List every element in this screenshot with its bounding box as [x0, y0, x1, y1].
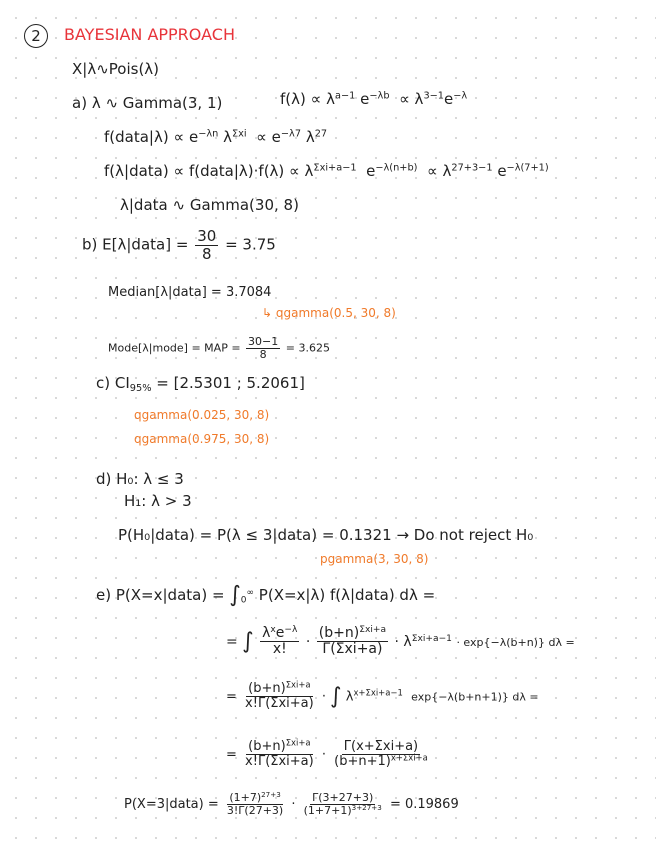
likelihood-lambda2: λ [305, 128, 315, 146]
line4-num1-sup: Σxi+a [285, 737, 311, 748]
likelihood-prop-exp: −λ7 [280, 128, 302, 140]
final-den2-text: (1+7+1) [303, 804, 352, 818]
line3-num [246, 679, 312, 697]
line3-num-text: (b+n) [248, 681, 286, 696]
line4-fraction2 [332, 740, 430, 770]
line3-lambda-sup: x+Σxi+a−1 [353, 687, 403, 698]
mean-fraction [195, 228, 218, 262]
part-b-label: b) [82, 235, 98, 254]
section-number: 2 [24, 24, 48, 48]
model-statement: X|λ∿Pois(λ) [72, 60, 160, 78]
likelihood-lambda2-exp: 27 [314, 128, 328, 140]
line2-tail: · λ [394, 633, 412, 650]
posterior-lhs: f(λ|data) ∝ f(data|λ)·f(λ) ∝ λ [104, 162, 314, 180]
mode-num: 30−1 [248, 335, 279, 348]
posterior-e1-exp: −λ(n+b) [375, 162, 418, 174]
poisson-e: e [275, 625, 285, 641]
posterior-e1: e [366, 162, 376, 180]
section-title: BAYESIAN APPROACH [64, 25, 235, 44]
ci-code-upper: qgamma(0.975, 30, 8) [134, 432, 270, 446]
mode-lhs: Mode[λ|mode] = MAP = [108, 341, 241, 355]
gamma-num-text: (b+n) [318, 625, 360, 641]
poisson-e-sup: −λ [284, 625, 298, 635]
posterior-prop: ∝ λ [427, 162, 452, 180]
likelihood-lambda: λ [223, 128, 232, 146]
likelihood-exp: −λn [198, 128, 219, 140]
poisson-lambda: λ [262, 625, 271, 641]
part-e-line1 [96, 582, 436, 608]
integral-icon: ∫ [229, 582, 241, 608]
mode-fraction [246, 336, 280, 361]
line3-fraction [243, 679, 316, 712]
mean-den: 8 [201, 244, 212, 263]
gamma-num [317, 626, 388, 642]
ci-lhs: CI [114, 374, 130, 392]
part-c-label: c) [96, 374, 111, 392]
line3-den: x!Γ(Σxi+a) [245, 696, 314, 712]
median-code: ↳ qgamma(0.5, 30, 8) [262, 306, 396, 320]
line3-eq: = [226, 689, 237, 705]
part-e-line4: = $\frac{(b+n)^{\Sigma xi+a}}{\text{x!Γ(Σxi+a)}}$ · $\frac{\text{Γ(x+Σxi+a)}}{(b+n+1)^{x+\Sigma xi+a}}$ [226, 737, 428, 770]
line4-eq: = [226, 747, 237, 763]
pred-lhs: P(X=x|data) = [115, 586, 225, 604]
posterior-derivation [104, 162, 549, 180]
likelihood-prop: ∝ e [256, 128, 281, 146]
gamma-fraction [317, 626, 388, 658]
part-e-line3: = $\frac{(b+n)^{\Sigma xi+a}}{\text{x!Γ(Σxi+a)}}$ · ∫ $\lambda^{x+\Sigma xi+a-1}$ exp{−λ(b+n+1)} dλ = [226, 679, 539, 712]
line3-exp: exp{−λ(b+n+1)} dλ = [411, 690, 539, 704]
median: Median[λ|data] = 3.7084 [108, 285, 272, 300]
final-den2 [302, 805, 384, 817]
posterior-e2-exp: −λ(7+1) [506, 162, 549, 174]
final-num2: Γ(3+27+3) [312, 791, 374, 804]
integral-icon: ∫ [242, 628, 254, 654]
part-a [72, 94, 222, 112]
h1: H₁: λ > 3 [124, 492, 192, 510]
poisson-den: x! [272, 641, 287, 658]
part-d [96, 470, 184, 488]
posterior-distribution: λ|data ∿ Gamma(30, 8) [120, 196, 299, 214]
likelihood-lhs: f(data|λ) ∝ e [104, 128, 199, 146]
line3-lambda: λ [345, 689, 354, 705]
final-den2-sup: 3+27+3 [351, 803, 382, 813]
gamma-num-sup: Σxi+a [359, 625, 387, 635]
final-den1: 3!Γ(27+3) [226, 804, 284, 818]
posterior-exp2: 27+3−1 [451, 162, 493, 174]
line2-tail-sup: Σxi+a−1 [411, 633, 452, 644]
int-upper: ∞ [246, 588, 255, 599]
mean-value: = 3.75 [225, 235, 276, 254]
part-d-label: d) [96, 470, 112, 488]
line4-num2: Γ(x+Σxi+a) [343, 739, 419, 754]
prior-density-e: e [360, 90, 370, 108]
line2-exp: · exp{−λ(b+n)} dλ = [456, 635, 575, 649]
ci-sub: 95% [129, 382, 152, 394]
line4-den1: x!Γ(Σxi+a) [245, 754, 314, 770]
poisson-num [260, 626, 299, 642]
pred-rhs: P(X=x|λ) f(λ|data) dλ = [258, 586, 436, 604]
ci-value: = [2.5301 ; 5.2061] [156, 374, 305, 392]
final-value: = 0.19869 [389, 797, 459, 813]
mean-lhs: E[λ|data] = [102, 235, 189, 254]
gamma-den: Γ(Σxi+a) [322, 641, 383, 658]
final-result: P(X=3|data) = $\frac{(1+7)^{27+3}}{3!\Gamma(27+3)}$ · $\frac{\Gamma(3+27+3)}{(1+7+1)^{3+27+3}}$ = 0.19869 [124, 790, 459, 818]
part-a-label: a) [72, 94, 88, 112]
final-fraction1 [225, 792, 285, 817]
final-num1-text: (1+7) [229, 791, 262, 804]
final-fraction2 [302, 792, 384, 817]
prior-statement: λ ∿ Gamma(3, 1) [91, 94, 223, 112]
part-e-line2: = ∫ $\frac{\lambda^xe^{-\lambda}}{x!}$ · $\frac{(b+n)^{\Sigma xi+a}}{\text{Γ(Σxi+a)}}$ · $\lambda^{\Sigma xi+a-1} \cdot \exp\{-\lambda(b+n)\} d\lambda$ = [226, 625, 575, 658]
h0: H₀: λ ≤ 3 [116, 470, 184, 488]
prior-density-exp: a−1 [335, 90, 356, 102]
prior-prop-e: e [444, 90, 454, 108]
mean-num: 30 [197, 227, 217, 245]
poisson-fraction [260, 626, 299, 658]
hypothesis-prob: P(H₀|data) = P(λ ≤ 3|data) = 0.1321 → Do not reject H₀ [118, 526, 534, 544]
final-lhs: P(X=3|data) = [124, 797, 219, 813]
ci-code-lower: qgamma(0.025, 30, 8) [134, 408, 270, 422]
prior-prop: ∝ λ [399, 90, 424, 108]
prior-prop-exp: 3−1 [423, 90, 445, 102]
int-lower: 0 [240, 595, 247, 606]
line4-den2-sup: x+Σxi+a [390, 752, 428, 763]
posterior-e2: e [497, 162, 507, 180]
prior-density [280, 90, 467, 108]
prior-density-lhs: f(λ) ∝ λ [280, 90, 335, 108]
line4-den2 [332, 752, 430, 770]
mode [108, 336, 330, 361]
prior-prop-e-exp: −λ [453, 90, 468, 102]
line4-den2-text: (b+n+1) [334, 754, 391, 770]
likelihood-lambda-exp: Σxi [231, 128, 247, 140]
line4-num1-text: (b+n) [248, 739, 286, 754]
likelihood [104, 128, 327, 146]
line4-fraction1 [243, 737, 316, 770]
line4-num1 [246, 737, 312, 755]
hypothesis-code: pgamma(3, 30, 8) [320, 552, 429, 566]
part-e-label: e) [96, 586, 112, 604]
line3-num-sup: Σxi+a [285, 679, 311, 690]
mode-value: = 3.625 [285, 341, 330, 355]
integral-icon: ∫ [330, 683, 342, 709]
final-num1-sup: 27+3 [261, 790, 281, 800]
poisson-lambda-sup: x [270, 625, 276, 635]
part-b [82, 228, 276, 262]
mode-den: 8 [259, 348, 267, 362]
line2-eq: = [226, 633, 238, 650]
prior-density-e-exp: −λb [369, 90, 390, 102]
posterior-exp1: Σxi+a−1 [313, 162, 357, 174]
part-c [96, 374, 305, 392]
